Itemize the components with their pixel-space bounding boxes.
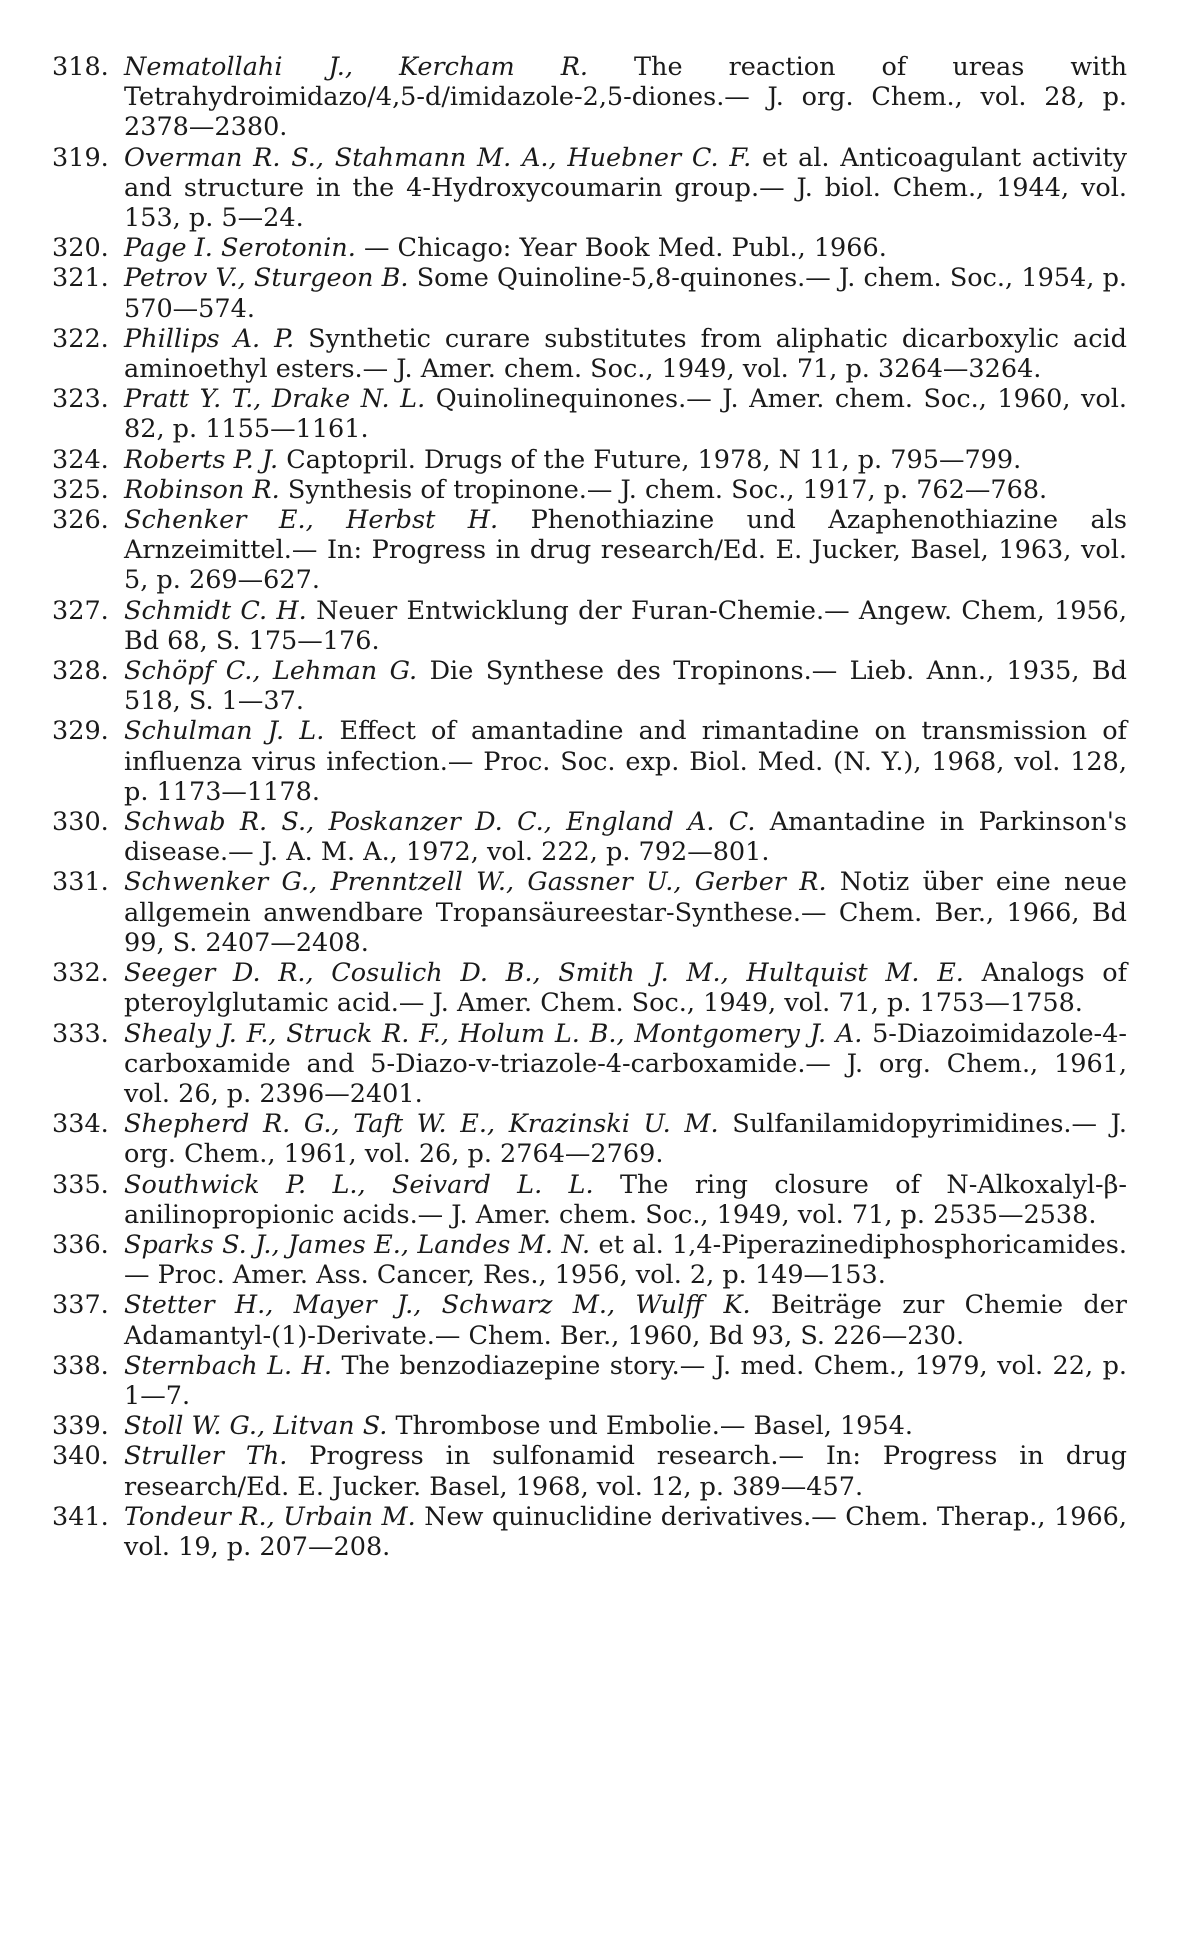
reference-number: 320. — [52, 233, 109, 264]
reference-number: 339. — [52, 1411, 109, 1442]
reference-text: et al. Anticoagulant activity and structure in the 4-Hydroxycoumarin group.— J. biol. Chem., 1944, vol. 153, p. 5—24. — [124, 142, 1127, 234]
reference-text: Synthetic curare substitutes from aliphatic dicarboxylic acid aminoethyl esters.— J. Amer. chem. Soc., 1949, vol. 71, p. 3264—3264. — [124, 323, 1127, 385]
reference-number: 322. — [52, 323, 109, 354]
reference-authors: Shealy J. F., Struck R. F., Holum L. B., Montgomery J. A. — [124, 1018, 863, 1049]
reference-authors: Robinson R. — [124, 474, 280, 505]
reference-text: Synthesis of tropinone.— J. chem. Soc., 1917, p. 762—768. — [287, 474, 1048, 505]
reference-authors: Southwick P. L., Seivard L. L. — [124, 1169, 594, 1200]
reference-text: Notiz über eine neue allgemein anwendbare Tropansäureestar-Synthese.— Chem. Ber., 1966, Bd 99, S. 2407—2408. — [124, 867, 1127, 958]
reference-text: — Chicago: Year Book Med. Publ., 1966. — [363, 233, 887, 264]
reference-text: Die Synthese des Tropinons.— Lieb. Ann., 1935, Bd 518, S. 1—37. — [124, 656, 1127, 717]
reference-entry — [52, 867, 1127, 958]
reference-text: et al. 1,4-Piperazinediphosphoricamides.— Proc. Amer. Ass. Cancer, Res., 1956, vol. 2, p. 149—153. — [124, 1229, 1127, 1291]
reference-number: 335. — [52, 1169, 109, 1200]
reference-text: Captopril. Drugs of the Future, 1978, N 11, p. 795—799. — [286, 444, 1022, 475]
reference-authors: Phillips A. P. — [124, 323, 295, 354]
reference-text: Effect of amantadine and rimantadine on transmission of influenza virus infection.— Proc. Soc. exp. Biol. Med. (N. Y.), 1968, vol. 128, p. 1173—1178. — [124, 716, 1127, 807]
reference-text: Beiträge zur Chemie der Adamantyl-(1)-Derivate.— Chem. Ber., 1960, Bd 93, S. 226—230. — [124, 1290, 1127, 1351]
reference-number: 325. — [52, 474, 109, 505]
reference-entry — [52, 1019, 1127, 1110]
reference-entry — [52, 384, 1127, 444]
reference-entry — [52, 505, 1127, 596]
reference-text: New quinuclidine derivatives.— Chem. Therap., 1966, vol. 19, p. 207—208. — [124, 1501, 1127, 1562]
reference-number: 329. — [52, 716, 109, 747]
reference-entry — [52, 1351, 1127, 1411]
reference-authors: Schmidt C. H. — [124, 595, 307, 626]
reference-authors: Shepherd R. G., Taft W. E., Krazinski U. M. — [124, 1109, 719, 1140]
reference-text: Progress in sulfonamid research.— In: Progress in drug research/Ed. E. Jucker. Basel, 1968, vol. 12, p. 389—457. — [124, 1441, 1127, 1502]
reference-authors: Sparks S. J., James E., Landes M. N. — [124, 1229, 591, 1260]
reference-entry — [52, 475, 1127, 505]
reference-text: Quinolinequinones.— J. Amer. chem. Soc., 1960, vol. 82, p. 1155—1161. — [124, 384, 1127, 445]
reference-text: Some Quinoline-5,8-quinones.— J. chem. Soc., 1954, p. 570—574. — [124, 263, 1128, 324]
reference-number: 334. — [52, 1109, 109, 1140]
reference-text: 5-Diazoimidazole-4-carboxamide and 5-Diazo-v-triazole-4-carboxamide.— J. org. Chem., 1961, vol. 26, p. 2396—2401. — [124, 1018, 1128, 1109]
reference-entry — [52, 656, 1127, 716]
reference-authors: Nematollahi J., Kercham R. — [124, 52, 589, 82]
reference-number: 330. — [52, 807, 109, 838]
reference-text: Amantadine in Parkinson's disease.— J. A. M. A., 1972, vol. 222, p. 792—801. — [124, 807, 1127, 868]
reference-number: 327. — [52, 595, 109, 626]
reference-entry — [52, 143, 1127, 234]
reference-entry — [52, 263, 1127, 323]
reference-entry — [52, 958, 1127, 1018]
reference-authors: Schwenker G., Prenntzell W., Gassner U., Gerber R. — [124, 867, 827, 898]
reference-entry — [52, 1411, 1127, 1441]
reference-text: The ring closure of N-Alkoxalyl-β-anilinopropionic acids.— J. Amer. chem. Soc., 1949, vol. 71, p. 2535—2538. — [124, 1169, 1127, 1230]
reference-number: 340. — [52, 1441, 109, 1472]
reference-authors: Sternbach L. H. — [124, 1350, 332, 1381]
reference-number: 319. — [52, 142, 109, 173]
reference-number: 328. — [52, 656, 109, 687]
reference-authors: Overman R. S., Stahmann M. A., Huebner C. F. — [124, 142, 752, 173]
reference-text: Thrombose und Embolie.— Basel, 1954. — [395, 1411, 913, 1442]
reference-entry — [52, 445, 1127, 475]
reference-authors: Stetter H., Mayer J., Schwarz M., Wulff K. — [124, 1290, 751, 1321]
reference-entry — [52, 1441, 1127, 1501]
reference-entry — [52, 1230, 1127, 1290]
reference-text: Phenothiazine und Azaphenothiazine als Arnzeimittel.— In: Progress in drug research/Ed. E. Jucker, Basel, 1963, vol. 5, p. 269—627. — [124, 505, 1128, 596]
reference-authors: Schöpf C., Lehman G. — [124, 656, 418, 687]
reference-number: 321. — [52, 263, 109, 294]
reference-authors: Schulman J. L. — [124, 716, 325, 747]
reference-text: The benzodiazepine story.— J. med. Chem., 1979, vol. 22, p. 1—7. — [124, 1350, 1128, 1411]
reference-entry — [52, 807, 1127, 867]
reference-authors: Struller Th. — [124, 1441, 288, 1472]
reference-entry — [52, 1109, 1127, 1169]
reference-number: 323. — [52, 384, 109, 415]
reference-authors: Roberts P. J. — [124, 444, 279, 475]
reference-entry — [52, 1290, 1127, 1350]
reference-number: 326. — [52, 505, 109, 536]
reference-authors: Schwab R. S., Poskanzer D. C., England A. C. — [124, 807, 756, 838]
reference-text: Sulfanilamidopyrimidines.— J. org. Chem., 1961, vol. 26, p. 2764—2769. — [124, 1109, 1127, 1170]
reference-number: 332. — [52, 958, 109, 989]
reference-authors: Pratt Y. T., Drake N. L. — [124, 384, 426, 415]
reference-number: 337. — [52, 1290, 109, 1321]
reference-entry — [52, 1502, 1127, 1562]
reference-number: 318. — [52, 52, 109, 82]
reference-entry — [52, 716, 1127, 807]
reference-authors: Stoll W. G., Litvan S. — [124, 1411, 388, 1442]
reference-text: Neuer Entwicklung der Furan-Chemie.— Angew. Chem, 1956, Bd 68, S. 175—176. — [124, 595, 1128, 656]
reference-entry — [52, 52, 1127, 143]
reference-number: 336. — [52, 1229, 109, 1260]
reference-text: Analogs of pteroylglutamic acid.— J. Amer. Chem. Soc., 1949, vol. 71, p. 1753—1758. — [124, 958, 1128, 1019]
reference-authors: Page I. Serotonin. — [124, 233, 356, 264]
reference-entry — [52, 233, 1127, 263]
reference-entry — [52, 324, 1127, 384]
reference-authors: Schenker E., Herbst H. — [124, 505, 499, 536]
reference-authors: Petrov V., Sturgeon B. — [124, 263, 409, 294]
reference-number: 331. — [52, 867, 109, 898]
reference-entry — [52, 1170, 1127, 1230]
reference-text: The reaction of ureas with Tetrahydroimidazo/4,5-d/imidazole-2,5-diones.— J. org. Chem., vol. 28, p. 2378—2380. — [124, 52, 1127, 143]
reference-number: 333. — [52, 1018, 109, 1049]
reference-entry — [52, 596, 1127, 656]
reference-authors: Tondeur R., Urbain M. — [124, 1501, 416, 1532]
reference-number: 324. — [52, 444, 109, 475]
reference-number: 338. — [52, 1350, 109, 1381]
reference-authors: Seeger D. R., Cosulich D. B., Smith J. M., Hultquist M. E. — [124, 958, 964, 989]
reference-list — [52, 52, 1127, 1562]
reference-number: 341. — [52, 1501, 109, 1532]
